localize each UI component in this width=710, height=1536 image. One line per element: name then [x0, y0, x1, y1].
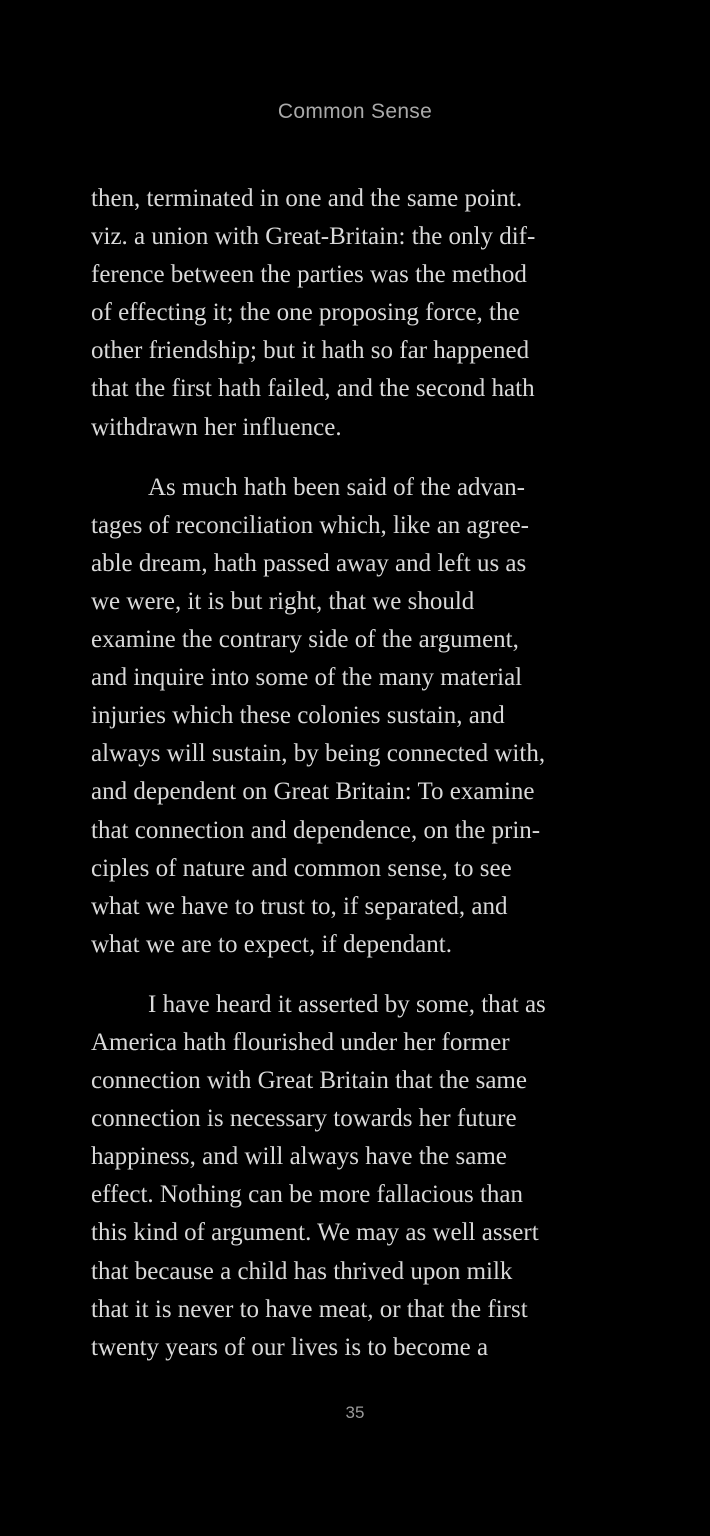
text-line: then, terminated in one and the same point. — [91, 185, 523, 212]
text-line: that it is never to have meat, or that the first — [91, 1295, 528, 1323]
text-line: and inquire into some of the many material — [91, 664, 523, 692]
text-line: injuries which these colonies sustain, and — [91, 702, 505, 730]
text-line: twenty years of our lives is to become a — [91, 1333, 489, 1361]
text-line: we were, it is but right, that we should — [91, 587, 475, 615]
text-line: withdrawn her influence. — [91, 413, 342, 441]
text-line: and dependent on Great Britain: To examine — [91, 778, 535, 806]
text-line: what we are to expect, if dependant. — [91, 930, 452, 958]
text-line: connection is necessary towards her future — [91, 1105, 517, 1133]
text-line: able dream, hath passed away and left us as — [91, 549, 527, 577]
paragraph-gap — [91, 447, 651, 469]
paragraph — [91, 180, 651, 447]
text-line: America hath flourished under her former — [91, 1028, 510, 1056]
text-line: happiness, and will always have the same — [91, 1143, 507, 1171]
text-line: ciples of nature and common sense, to see — [91, 854, 512, 882]
text-line: I have heard it asserted by some, that as — [148, 990, 546, 1018]
text-line: connection with Great Britain that the same — [91, 1067, 527, 1095]
text-line: this kind of argument. We may as well assert — [91, 1219, 539, 1247]
paragraph — [91, 986, 651, 1367]
paragraph-gap — [91, 964, 651, 986]
page-body-text[interactable] — [91, 180, 651, 1367]
text-line: that the first hath failed, and the second hath — [91, 375, 535, 403]
text-line: what we have to trust to, if separated, and — [91, 892, 508, 920]
text-line: ference between the parties was the method — [91, 261, 527, 289]
text-line: tages of reconciliation which, like an agree- — [91, 511, 530, 539]
page-number: 35 — [345, 1403, 365, 1422]
text-line: of effecting it; the one proposing force, the — [91, 299, 520, 327]
paragraph — [91, 469, 651, 964]
text-line: other friendship; but it hath so far happened — [91, 337, 530, 365]
text-line: effect. Nothing can be more fallacious than — [91, 1181, 524, 1209]
text-line: that because a child has thrived upon milk — [91, 1257, 513, 1285]
text-line: As much hath been said of the advan- — [148, 473, 525, 501]
book-title: Common Sense — [277, 100, 433, 123]
text-line: examine the contrary side of the argument, — [91, 626, 519, 654]
text-line: always will sustain, by being connected with, — [91, 740, 546, 768]
text-line: viz. a union with Great-Britain: the only dif- — [91, 223, 536, 251]
text-line: that connection and dependence, on the prin- — [91, 816, 541, 844]
